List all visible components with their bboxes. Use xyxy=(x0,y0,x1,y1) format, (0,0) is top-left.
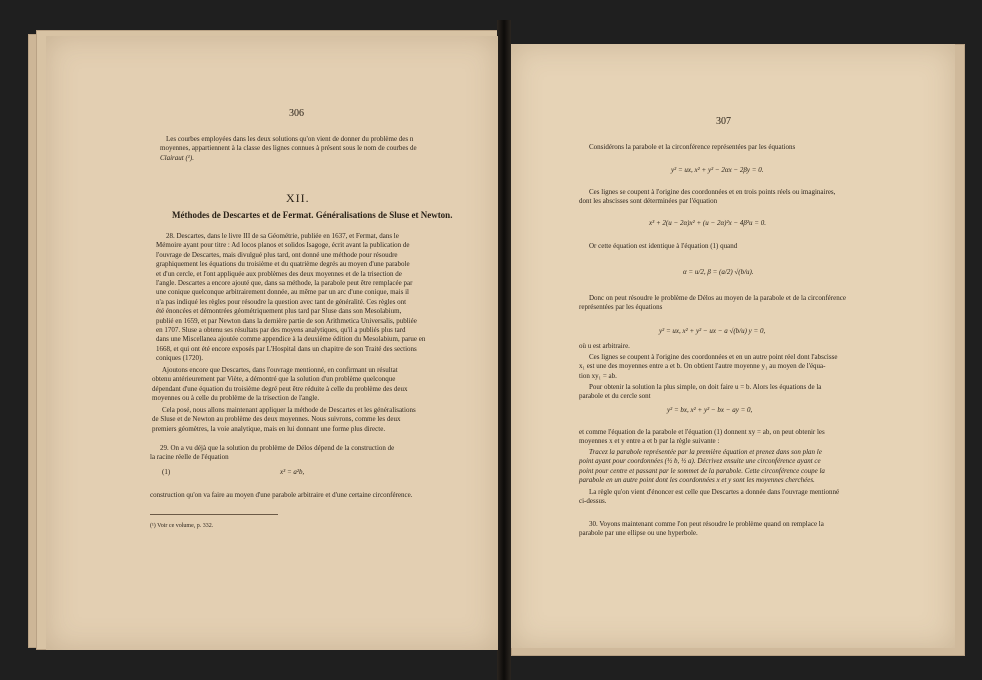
footnote-rule xyxy=(150,514,278,515)
text-line: 30. Voyons maintenant comme l'on peut résoudre le problème quand on remplace la xyxy=(589,520,824,528)
text-line: moyennes x et y entre a et b par la règle suivante : xyxy=(579,437,720,446)
text-line: Ces lignes se coupent à l'origine des coordonnées et en un autre point réel dont l'abscisse xyxy=(589,353,838,361)
paragraph-ces xyxy=(579,353,837,381)
equation-c: α = u/2, β = (a/2) √(b/u). xyxy=(683,268,754,276)
text-line: en 1707. Sluse a obtenu ses résultats par des moyens analytiques, qu'il a publiés plus tard xyxy=(156,326,406,335)
text-line: premiers géomètres, la voie analytique, mais en lui donnant une forme plus directe. xyxy=(152,424,386,433)
paragraph-ajoutons xyxy=(152,366,408,404)
paragraph-29-end: construction qu'on va faire au moyen d'une parabole arbitraire et d'une certaine circonférence. xyxy=(150,491,413,499)
right-line-1: Considérons la parabole et la circonférence représentées par les équations xyxy=(589,143,796,151)
paragraph-cela xyxy=(152,406,416,434)
equation-e: y² = bx, x² + y² − bx − ay = 0, xyxy=(667,406,753,414)
text-line: ci-dessus. xyxy=(579,497,607,506)
text-line: Pour obtenir la solution la plus simple, on doit faire u = b. Alors les équations de la xyxy=(589,383,822,391)
text-line: Donc on peut résoudre le problème de Délos au moyen de la parabole et de la circonférence xyxy=(589,294,846,302)
text-line: parabole en un autre point dont les coordonnées x et y sont les moyennes cherchées. xyxy=(579,476,815,485)
text-line: obtenu antérieurement par Viète, a démontré que la solution d'un problème quelconque xyxy=(152,375,396,384)
paragraph-30 xyxy=(579,520,824,539)
text-line: point pour centre et passant par le sommet de la parabole. Cette circonférence coupe la xyxy=(579,466,825,475)
text-line: n'a pas indiqué les règles pour résoudre la question avec tant de généralité. Ces règles ont xyxy=(156,297,407,306)
text-line: l'angle. Descartes a encore ajouté que, dans sa méthode, la parabole peut être remplacée par xyxy=(156,279,413,288)
equation-a: y² = ux, x² + y² − 2αx − 2βy = 0. xyxy=(671,166,764,174)
paragraph-lignes xyxy=(579,188,835,207)
paragraph-tracez xyxy=(579,448,825,486)
left-intro xyxy=(160,135,417,163)
text-line: Tracez la parabole représentée par la première équation et prenez dans son plan le xyxy=(589,448,822,456)
paragraph-et xyxy=(579,428,825,447)
text-line: moyennes ou à celle du problème de la trisection de l'angle. xyxy=(152,394,320,403)
text-line: La règle qu'on vient d'énoncer est celle que Descartes a donnée dans l'ouvrage mentionné xyxy=(589,488,840,496)
text-line: graphiquement les équations du troisième et du quatrième degrés au moyen d'une parabole xyxy=(156,260,410,269)
text-line: Les courbes employées dans les deux solutions qu'on vient de donner du problème des n xyxy=(166,135,414,143)
text-line: tion xy₁ = ab. xyxy=(579,371,617,380)
equation-b: x³ + 2(u − 2α)x² + (u − 2α)²x − 4β²u = 0. xyxy=(649,219,766,227)
paragraph-regle xyxy=(579,488,839,507)
paragraph-29 xyxy=(150,444,394,463)
left-page xyxy=(46,36,498,650)
book-gutter xyxy=(497,20,511,680)
equation-d: y² = ux, x² + y² − ux − a √(b/u) y = 0, xyxy=(659,327,766,335)
text-line: la racine réelle de l'équation xyxy=(150,453,229,462)
text-line: parabole par une ellipse ou une hyperbole. xyxy=(579,529,698,538)
paragraph-pour xyxy=(579,383,821,402)
text-line: Mémoire ayant pour titre : Ad locos planos et solidos Isagoge, écrit avant la publication de xyxy=(156,241,410,250)
section-number: XII. xyxy=(286,191,310,205)
text-line: l'ouvrage de Descartes, mais divulgué plus tard, ont donné une méthode pour résoudre xyxy=(156,250,398,259)
right-page xyxy=(511,44,955,648)
text-line: moyennes, appartiennent à la classe des lignes connues à présent sous le nom de courbes de xyxy=(160,144,417,153)
right-page-number: 307 xyxy=(716,116,731,127)
line-or: Or cette équation est identique à l'équation (1) quand xyxy=(589,242,738,250)
text-line: 29. On a vu déjà que la solution du problème de Délos dépend de la construction de xyxy=(160,444,395,452)
text-line: dont les abscisses sont déterminées par l'équation xyxy=(579,197,718,206)
text-line: x₁ est une des moyennes entre a et b. On obtient l'autre moyenne y₁ au moyen de l'équa- xyxy=(579,362,826,371)
text-line: de Sluse et de Newton au problème des deux moyennes. Nous suivrons, comme les deux xyxy=(152,415,401,424)
text-line: été énoncées et démontrées géométriquement plus tard par Sluse dans son Mesolabium, xyxy=(156,307,402,316)
text-line: 1668, et qui ont été encore exposés par L'Hospital dans un chapitre de son Traité des sections xyxy=(156,344,417,353)
text-line: coniques (1720). xyxy=(156,354,204,363)
text-line: dans une Miscellanea ajoutée comme appendice à la deuxième édition du Mesolabium, parue en xyxy=(156,335,426,344)
text-line: Cela posé, nous allons maintenant appliquer la méthode de Descartes et les généralisations xyxy=(162,406,416,414)
text-line: une conique quelconque arbitrairement donnée, au même par un arc d'une conique, mais il xyxy=(156,288,409,297)
text-line: Ajoutons encore que Descartes, dans l'ouvrage mentionné, en confirmant un résultat xyxy=(162,366,398,374)
line-ou: où u est arbitraire. xyxy=(579,342,630,350)
paragraph-28 xyxy=(156,232,425,364)
text-line: et d'un cercle, et l'ont appliquée aux problèmes des deux moyennes et de la trisection de xyxy=(156,269,402,278)
text-line: dépendant d'une équation du troisième degré peut être réduite à celle du problème des deux xyxy=(152,384,408,393)
equation-1-label: (1) xyxy=(162,468,171,476)
text-line: représentées par les équations xyxy=(579,303,663,312)
left-page-number: 306 xyxy=(289,108,304,119)
footnote: (¹) Voir ce volume, p. 332. xyxy=(150,523,214,529)
text-line: 28. Descartes, dans le livre III de sa Géométrie, publiée en 1637, et Fermat, dans le xyxy=(166,232,399,240)
text-line: parabole et du cercle sont xyxy=(579,392,651,401)
paragraph-donc xyxy=(579,294,846,313)
equation-1: x³ = a²b, xyxy=(280,468,305,476)
text-line: Clairaut (¹). xyxy=(160,153,194,162)
section-title: Méthodes de Descartes et de Fermat. Généralisations de Sluse et Newton. xyxy=(172,210,453,220)
text-line: publié en 1659, et par Newton dans la dernière partie de son Arithmetica Universalis, publiée xyxy=(156,316,417,325)
text-line: point ayant pour coordonnées (½ b, ½ a). Décrivez ensuite une circonférence ayant ce xyxy=(579,457,821,466)
text-line: et comme l'équation de la parabole et l'équation (1) donnent xy = ab, on peut obtenir les xyxy=(579,428,825,436)
text-line: Ces lignes se coupent à l'origine des coordonnées et en trois points réels ou imaginaires, xyxy=(589,188,836,196)
